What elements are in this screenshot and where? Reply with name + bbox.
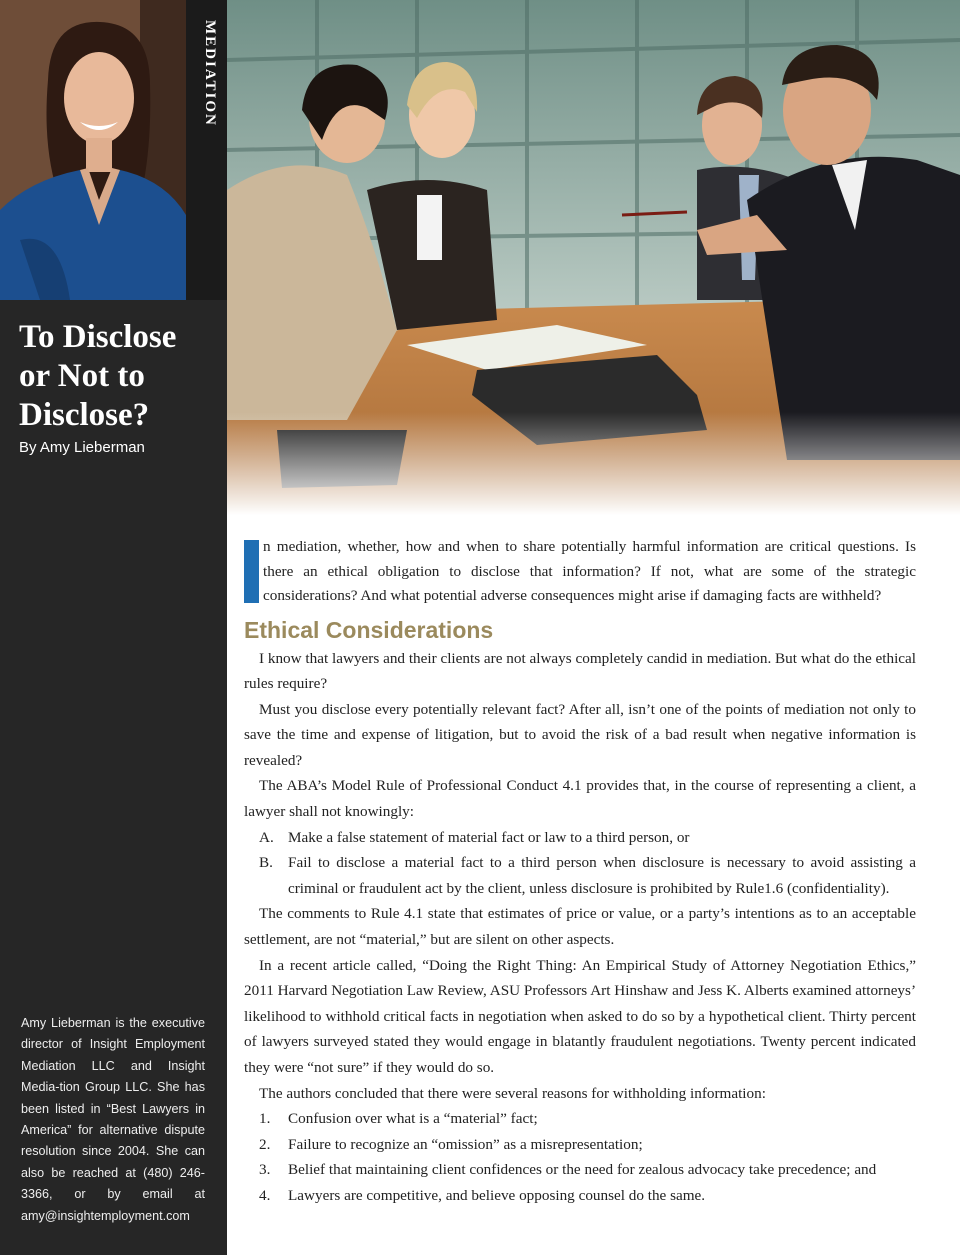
list-text: Failure to recognize an “omission” as a misrepresentation; bbox=[288, 1135, 643, 1153]
list-marker: B. bbox=[259, 854, 273, 872]
dropcap-block bbox=[244, 540, 259, 603]
paragraph-4: The comments to Rule 4.1 state that estimates of price or value, or a party’s intentions as to an acceptable settlement, are not “material,” but are silent on other aspects. bbox=[244, 905, 916, 949]
reason-list bbox=[244, 1106, 916, 1208]
lead-paragraph bbox=[244, 535, 916, 609]
author-portrait-illustration bbox=[0, 0, 186, 300]
list-marker: 2. bbox=[259, 1135, 271, 1153]
lead-text: n mediation, whether, how and when to share potentially harmful information are critical questions. Is there an ethical obligation to disclose that information? If not, what are some of the strategic considerations? And what potential adverse consequences might arise if damaging facts are withheld? bbox=[263, 538, 916, 604]
list-marker: 3. bbox=[259, 1161, 271, 1179]
article-title bbox=[19, 318, 219, 435]
meeting-illustration bbox=[227, 0, 960, 515]
list-text: Make a false statement of material fact or law to a third person, or bbox=[288, 828, 690, 846]
list-item bbox=[244, 825, 916, 851]
title-line-1: To Disclose bbox=[19, 319, 177, 355]
title-line-2: or Not to bbox=[19, 358, 145, 394]
paragraph-6: The authors concluded that there were several reasons for withholding information: bbox=[259, 1084, 766, 1102]
list-marker: A. bbox=[259, 828, 274, 846]
list-text: Belief that maintaining client confidences or the need for zealous advocacy take precedence; and bbox=[288, 1161, 877, 1179]
byline: By Amy Lieberman bbox=[19, 439, 145, 456]
list-item bbox=[244, 1183, 916, 1209]
list-item bbox=[244, 1132, 916, 1158]
list-marker: 4. bbox=[259, 1186, 271, 1204]
list-item bbox=[244, 1106, 916, 1132]
list-text: Confusion over what is a “material” fact; bbox=[288, 1110, 538, 1128]
hero-meeting-photo bbox=[227, 0, 960, 515]
list-item bbox=[244, 850, 916, 901]
list-text: Lawyers are competitive, and believe opposing counsel do the same. bbox=[288, 1186, 706, 1204]
section-heading: Ethical Considerations bbox=[244, 616, 494, 643]
list-text: Fail to disclose a material fact to a third person when disclosure is necessary to avoid assisting a criminal or fraudulent act by the client, unless disclosure is prohibited by Rule1.6 (confidentiality). bbox=[288, 854, 916, 897]
list-item bbox=[244, 1157, 916, 1183]
paragraph-5: In a recent article called, “Doing the Right Thing: An Empirical Study of Attorney Negotiation Ethics,” 2011 Harvard Negotiation Law Review, ASU Professors Art Hinshaw and Jess K. Alberts examined attorneys’ likelihood to withhold critical facts in negotiation when asked to do so by a hypothetical client. Thirty percent of lawyers surveyed stated they would engage in blatantly fraudulent negotiations. Twenty percent indicated they were “not sure” if they would do so. bbox=[244, 956, 916, 1076]
author-portrait bbox=[0, 0, 186, 300]
paragraph-3: The ABA’s Model Rule of Professional Conduct 4.1 provides that, in the course of representing a client, a lawyer shall not knowingly: bbox=[244, 777, 916, 821]
paragraph-1: I know that lawyers and their clients are not always completely candid in mediation. But what do the ethical rules require? bbox=[244, 649, 916, 693]
title-line-3: Disclose? bbox=[19, 397, 150, 433]
list-marker: 1. bbox=[259, 1110, 271, 1128]
author-bio: Amy Lieberman is the executive director of Insight Employment Mediation LLC and Insight Media-tion Group LLC. She has been listed in “Best Lawyers in America” for alternative dispute resolution since 2004. She can also be reached at (480) 246-3366, or by email at amy@insightemployment.com bbox=[21, 1016, 205, 1223]
rule-list bbox=[244, 825, 916, 902]
section-label: MEDIATION bbox=[202, 20, 218, 127]
article-body bbox=[244, 535, 916, 1209]
paragraph-2: Must you disclose every potentially relevant fact? After all, isn’t one of the points of mediation not only to save the time and expense of litigation, but to avoid the risk of a bad result when negative information is revealed? bbox=[244, 700, 916, 769]
